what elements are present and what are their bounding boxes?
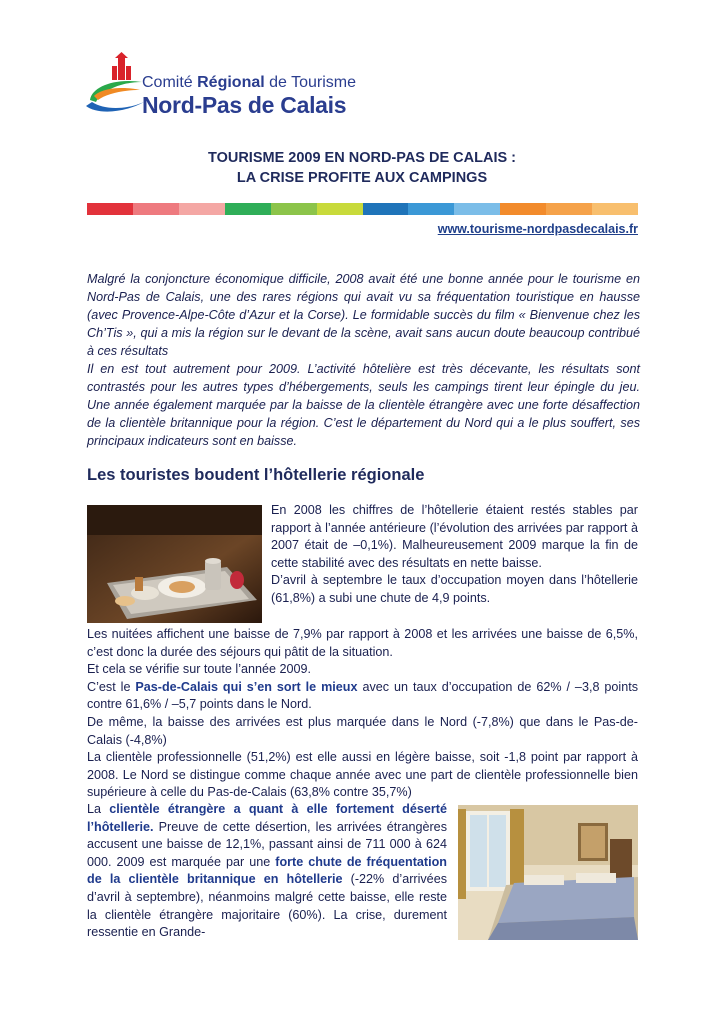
color-band-segment bbox=[225, 203, 271, 215]
document-title bbox=[0, 148, 724, 188]
color-band-segment bbox=[317, 203, 363, 215]
body-paragraph-8: La clientèle étrangère a quant à elle fortement déserté l’hôtellerie. Preuve de cette désertion, les arrivées étrangères accusent une baisse de 12,1%, passant ainsi de 711 000 à 624 000. 2009 est marquée par une forte chute de fréquentation de la clientèle britannique en hôtellerie (-22% d’arrivées d’avril à septembre), néanmoins malgré cette baisse, elle reste la clientèle étrangère majoritaire (60%). La crise, durement ressentie en Grande- bbox=[87, 802, 447, 940]
website-link[interactable]: www.tourisme-nordpasdecalais.fr bbox=[437, 222, 638, 236]
body-text-lower-left bbox=[87, 801, 447, 942]
body-paragraph-2: D’avril à septembre le taux d’occupation moyen dans l’hôtellerie (61,8%) a subi une chute de 4,9 points. bbox=[271, 573, 638, 605]
color-band-segment bbox=[87, 203, 133, 215]
body-paragraph-3: Les nuitées affichent une baisse de 7,9% par rapport à 2008 et les arrivées une baisse de 6,5%, c’est donc la durée des séjours qui pâtit de la situation. bbox=[87, 627, 638, 659]
intro-paragraph-2: Il en est tout autrement pour 2009. L’activité hôtelière est très décevante, les résultats sont contrastés pour les autres types d’hébergements, seuls les campings tirent leur épingle du jeu. Une année également marquée par la baisse de la clientèle étrangère avec une forte désaffection de la clientèle britannique pour la région. C’est le département du Nord qui a le plus souffert, ses principaux indicateurs sont en baisse. bbox=[87, 362, 640, 448]
color-band-segment bbox=[363, 203, 409, 215]
color-band bbox=[87, 203, 638, 215]
color-band-segment bbox=[454, 203, 500, 215]
intro-text bbox=[87, 270, 640, 450]
color-band-segment bbox=[500, 203, 546, 215]
color-band-segment bbox=[546, 203, 592, 215]
title-line2: LA CRISE PROFITE AUX CAMPINGS bbox=[236, 170, 488, 186]
body-paragraph-6: De même, la baisse des arrivées est plus marquée dans le Nord (-7,8%) que dans le Pas-de-Calais (-4,8%) bbox=[87, 714, 638, 747]
logo-text-line1: Comité Régional de Tourisme bbox=[142, 74, 356, 91]
body-text-upper-right bbox=[271, 502, 638, 608]
body-paragraph-4: Et cela se vérifie sur toute l’année 2009. bbox=[87, 662, 312, 677]
body-paragraph-5: C’est le Pas-de-Calais qui s’en sort le mieux avec un taux d’occupation de 62% / –3,8 points contre 61,6% / –5,7 points dans le Nord. bbox=[87, 679, 639, 712]
color-band-segment bbox=[133, 203, 179, 215]
body-paragraph-7: La clientèle professionnelle (51,2%) est elle aussi en légère baisse, soit -1,8 point par rapport à 2008. Le Nord se distingue comme chaque année avec une part de clientèle professionnelle bien supérieure à celle du Pas-de-Calais (63,8% contre 35,7%) bbox=[87, 750, 638, 800]
hotel-room-photo bbox=[458, 805, 638, 940]
title-line1: TOURISME 2009 EN NORD-PAS DE CALAIS : bbox=[207, 150, 517, 166]
body-paragraph-1: En 2008 les chiffres de l’hôtellerie étaient restés stables par rapport à l’année antérieure (l’évolution des arrivées par rapport à 2007 était de –0,1%). Malheureusement 2009 marque la fin de cette stabilité avec des résultats en nette baisse. bbox=[271, 503, 638, 570]
color-band-segment bbox=[592, 203, 638, 215]
color-band-segment bbox=[408, 203, 454, 215]
section-heading: Les touristes boudent l’hôtellerie régionale bbox=[87, 466, 425, 484]
breakfast-tray-photo bbox=[87, 505, 262, 623]
color-band-segment bbox=[179, 203, 225, 215]
color-band-segment bbox=[271, 203, 317, 215]
body-text-full-width bbox=[87, 626, 638, 802]
logo-text-line2: Nord-Pas de Calais bbox=[142, 92, 347, 118]
crt-logo bbox=[82, 52, 356, 122]
intro-paragraph-1: Malgré la conjoncture économique difficile, 2008 avait été une bonne année pour le tourisme en Nord-Pas de Calais, une des rares régions qui avait vu sa fréquentation touristique en hausse (avec Provence-Alpe-Côte d’Azur et la Corse). Le formidable succès du film « Bienvenue chez les Ch’Tis », qui a mis la région sur le devant de la scène, avait sans aucun doute beaucoup contribué à ces résultats bbox=[87, 272, 640, 358]
